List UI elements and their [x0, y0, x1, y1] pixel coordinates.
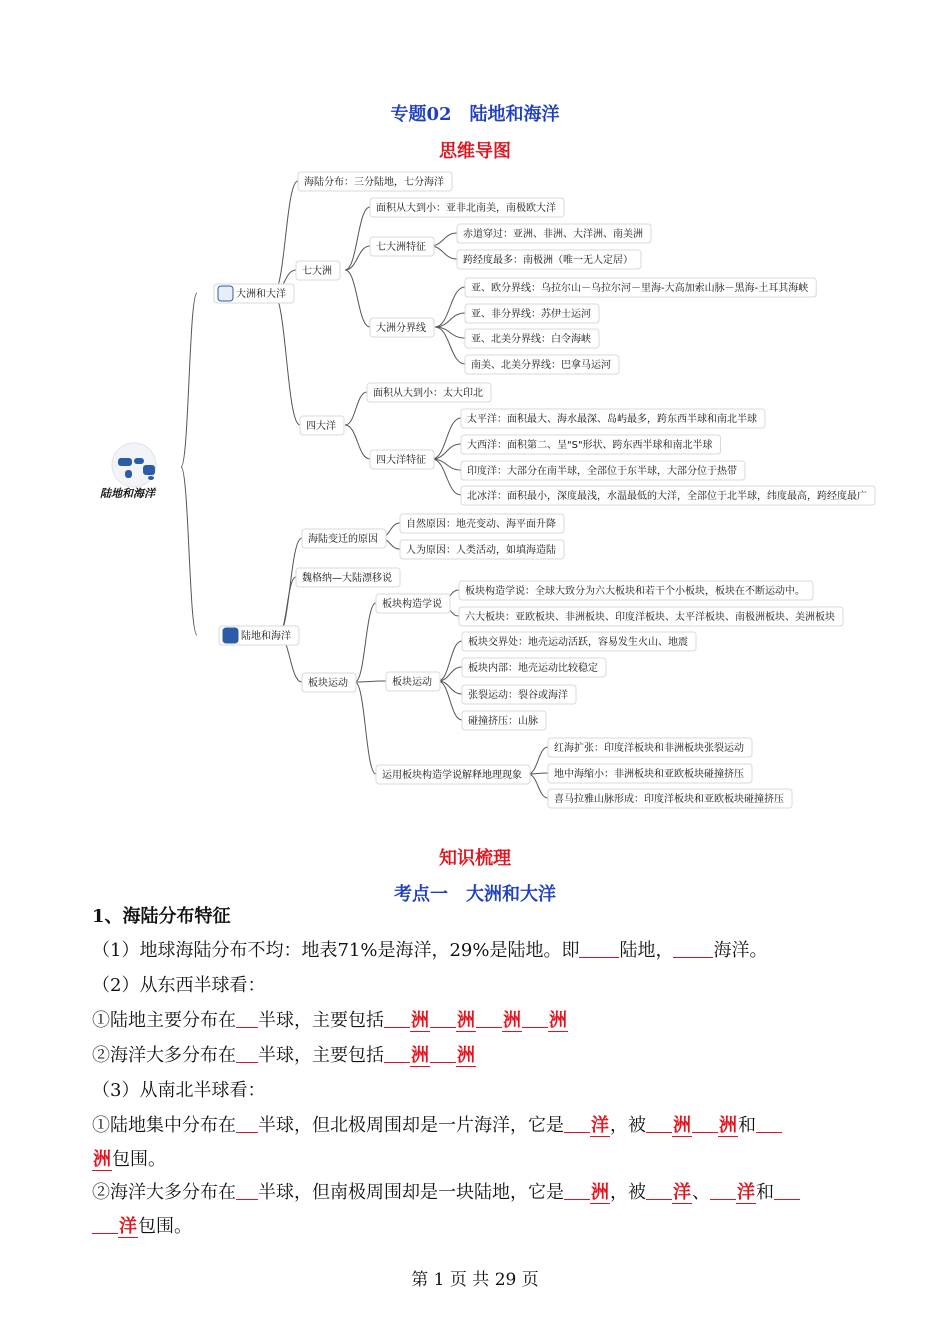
- svg-text:大西洋：面积第二、呈"S"形状、跨东西半球和南北半球: 大西洋：面积第二、呈"S"形状、跨东西半球和南北半球: [467, 440, 713, 451]
- mindmap-node: [461, 486, 875, 505]
- mindmap-node: [462, 711, 546, 730]
- svg-text:七大洲特征: 七大洲特征: [376, 242, 426, 253]
- svg-text:板块交界处：地壳运动活跃，容易发生火山、地震: 板块交界处：地壳运动活跃，容易发生火山、地震: [468, 637, 688, 648]
- mindmap-node: [465, 278, 816, 297]
- topic-heading: 考点一 大洲和大洋: [394, 884, 556, 905]
- svg-text:板块运动: 板块运动: [308, 678, 348, 689]
- mindmap-node: [457, 224, 651, 243]
- svg-text:面积从大到小：太大印北: 面积从大到小：太大印北: [373, 388, 483, 399]
- mindmap-connector: [355, 682, 376, 774]
- mindmap-node: [376, 594, 450, 613]
- paragraph-3: ①陆地主要分布在 半球，主要包括 洲 洲 洲 洲: [92, 1010, 567, 1031]
- mindmap-connector: [435, 287, 465, 327]
- svg-text:碰撞挤压：山脉: 碰撞挤压：山脉: [468, 716, 538, 727]
- svg-text:地中海缩小：非洲板块和亚欧板块碰撞挤压: 地中海缩小：非洲板块和亚欧板块碰撞挤压: [554, 769, 744, 780]
- mindmap-node: [296, 261, 340, 280]
- paragraph-7: 洲包围。: [93, 1149, 166, 1170]
- svg-text:张裂运动：裂谷或海洋: 张裂运动：裂谷或海洋: [468, 690, 568, 701]
- svg-text:七大洲: 七大洲: [302, 266, 332, 277]
- svg-text:跨经度最多：南极洲（唯一无人定居）: 跨经度最多：南极洲（唯一无人定居）: [463, 255, 633, 266]
- svg-text:亚、北美分界线：白令海峡: 亚、北美分界线：白令海峡: [471, 334, 591, 345]
- mindmap-node: [300, 416, 344, 435]
- continents-icon: [218, 286, 233, 301]
- svg-text:亚、欧分界线：乌拉尔山－乌拉尔河－里海-大高加索山脉－黑海-: 亚、欧分界线：乌拉尔山－乌拉尔河－里海-大高加索山脉－黑海-土耳其海峡: [471, 283, 809, 294]
- mindmap-connector: [345, 425, 370, 459]
- mindmap-node: [367, 383, 491, 402]
- svg-text:北冰洋：面积最小，深度最浅，水温最低的大洋，全部位于北半球，: 北冰洋：面积最小，深度最浅，水温最低的大洋，全部位于北半球，纬度最高，跨经度最广: [467, 491, 867, 502]
- mindmap-node: [548, 764, 752, 783]
- mindmap-node: [296, 568, 400, 587]
- mindmap-connector: [345, 392, 367, 425]
- svg-text:赤道穿过：亚洲、非洲、大洋洲、南美洲: 赤道穿过：亚洲、非洲、大洋洲、南美洲: [463, 229, 643, 240]
- mindmap-connector: [181, 467, 197, 635]
- svg-text:自然原因：地壳变动、海平面升降: 自然原因：地壳变动、海平面升降: [406, 519, 556, 530]
- mindmap-node: [219, 626, 299, 645]
- mindmap-connector: [181, 293, 197, 467]
- mindmap-connector: [355, 603, 376, 682]
- paragraph-2: （2）从东西半球看：: [92, 975, 266, 996]
- svg-text:板块运动: 板块运动: [392, 677, 432, 688]
- mindmap-node: [302, 673, 356, 692]
- mindmap-node: [459, 607, 843, 626]
- mindmap-connector: [528, 774, 548, 798]
- svg-text:南美、北美分界线：巴拿马运河: 南美、北美分界线：巴拿马运河: [471, 360, 611, 371]
- mindmap-root: [100, 443, 157, 500]
- svg-text:海陆变迁的原因: 海陆变迁的原因: [308, 534, 378, 545]
- mindmap-node: [370, 237, 434, 256]
- svg-text:海陆分布：三分陆地，七分海洋: 海陆分布：三分陆地，七分海洋: [304, 177, 444, 188]
- land-sea-icon: [223, 628, 238, 643]
- mindmap-node: [459, 581, 813, 600]
- page-footer: 第 1 页 共 29 页: [411, 1270, 539, 1290]
- paragraph-9: 洋包围。: [92, 1210, 192, 1244]
- mindmap-node: [548, 738, 752, 757]
- mindmap-node: [461, 461, 745, 480]
- paragraph-6: ①陆地集中分布在 半球，但北极周围却是一片海洋，它是 洋，被 洲 洲和: [92, 1109, 782, 1143]
- paragraph-4: ②海洋大多分布在 半球，主要包括 洲 洲: [92, 1045, 475, 1066]
- mindmap-node: [370, 318, 434, 337]
- mindmap-connector: [355, 681, 386, 682]
- mindmap-connector: [273, 181, 298, 293]
- svg-text:陆地和海洋: 陆地和海洋: [241, 631, 291, 642]
- mindmap-heading: 思维导图: [439, 141, 511, 162]
- svg-text:板块构造学说：全球大致分为六大板块和若干个小板块，板块在不断: 板块构造学说：全球大致分为六大板块和若干个小板块，板块在不断运动中。: [465, 586, 805, 597]
- svg-text:喜马拉雅山脉形成：印度洋板块和亚欧板块碰撞挤压: 喜马拉雅山脉形成：印度洋板块和亚欧板块碰撞挤压: [554, 794, 784, 805]
- svg-text:太平洋：面积最大、海水最深、岛屿最多，跨东西半球和南北半球: 太平洋：面积最大、海水最深、岛屿最多，跨东西半球和南北半球: [467, 414, 757, 425]
- mindmap-node: [302, 529, 386, 548]
- mindmap-node: [298, 172, 452, 191]
- mindmap-node: [376, 765, 530, 784]
- mindmap-node: [370, 450, 434, 469]
- svg-text:面积从大到小：亚非北南美，南极欧大洋: 面积从大到小：亚非北南美，南极欧大洋: [376, 203, 556, 214]
- mindmap-connector: [432, 444, 461, 459]
- svg-text:大洲分界线: 大洲分界线: [376, 323, 426, 334]
- mindmap-node: [457, 250, 641, 269]
- paragraph-1: （1）地球海陆分布不均：地表71%是海洋，29%是陆地。即 陆地， 海洋。: [92, 940, 768, 961]
- mindmap-connector: [345, 246, 370, 270]
- svg-text:红海扩张：印度洋板块和非洲板块张裂运动: 红海扩张：印度洋板块和非洲板块张裂运动: [554, 743, 744, 754]
- mindmap-node: [370, 198, 564, 217]
- document-title: 专题02 陆地和海洋: [390, 104, 560, 125]
- mindmap-node: [400, 540, 564, 559]
- mindmap-connector: [438, 641, 462, 681]
- mindmap-node: [465, 304, 599, 323]
- subheading-haiyu: 1、海陆分布特征: [92, 906, 231, 927]
- mindmap-node: [386, 672, 440, 691]
- mindmap-root-label: 陆地和海洋: [100, 487, 155, 500]
- mindmap-node: [465, 329, 599, 348]
- mindmap-node: [461, 409, 765, 428]
- svg-text:人为原因：人类活动，如填海造陆: 人为原因：人类活动，如填海造陆: [406, 545, 556, 556]
- mindmap-connector: [432, 418, 461, 459]
- mindmap-node: [462, 632, 696, 651]
- mindmap-connector: [435, 313, 465, 327]
- mindmap-node: [461, 435, 721, 454]
- section-heading: 知识梳理: [439, 848, 511, 869]
- svg-text:板块内部：地壳运动比较稳定: 板块内部：地壳运动比较稳定: [468, 663, 598, 674]
- svg-text:亚、非分界线：苏伊士运河: 亚、非分界线：苏伊士运河: [471, 309, 591, 320]
- mindmap-node: [214, 284, 294, 303]
- mindmap-connector: [438, 667, 462, 681]
- mindmap-node: [548, 789, 792, 808]
- svg-text:四大洋: 四大洋: [306, 421, 336, 432]
- mindmap-connector: [528, 747, 548, 774]
- mindmap-node: [400, 514, 564, 533]
- svg-text:四大洋特征: 四大洋特征: [376, 455, 426, 466]
- svg-text:大洲和大洋: 大洲和大洋: [236, 289, 286, 300]
- paragraph-5: （3）从南北半球看：: [92, 1080, 266, 1101]
- mindmap-node: [462, 658, 606, 677]
- mindmap-connector: [345, 270, 370, 327]
- paragraph-8: ②海洋大多分布在 半球，但南极周围却是一块陆地，它是 洲，被 洋、 洋和: [92, 1176, 800, 1210]
- mindmap-node: [465, 355, 619, 374]
- mindmap-connector: [273, 293, 300, 425]
- svg-text:印度洋：大部分在南半球，全部位于东半球，大部分位于热带: 印度洋：大部分在南半球，全部位于东半球，大部分位于热带: [467, 466, 737, 477]
- svg-text:魏格纳—大陆漂移说: 魏格纳—大陆漂移说: [302, 573, 392, 584]
- svg-text:运用板块构造学说解释地理现象: 运用板块构造学说解释地理现象: [382, 770, 522, 781]
- mindmap-connector: [345, 207, 370, 270]
- svg-text:板块构造学说: 板块构造学说: [382, 599, 442, 610]
- svg-text:六大板块：亚欧板块、非洲板块、印度洋板块、太平洋板块、南极洲: 六大板块：亚欧板块、非洲板块、印度洋板块、太平洋板块、南极洲板块、美洲板块: [465, 612, 835, 623]
- mindmap-node: [462, 685, 576, 704]
